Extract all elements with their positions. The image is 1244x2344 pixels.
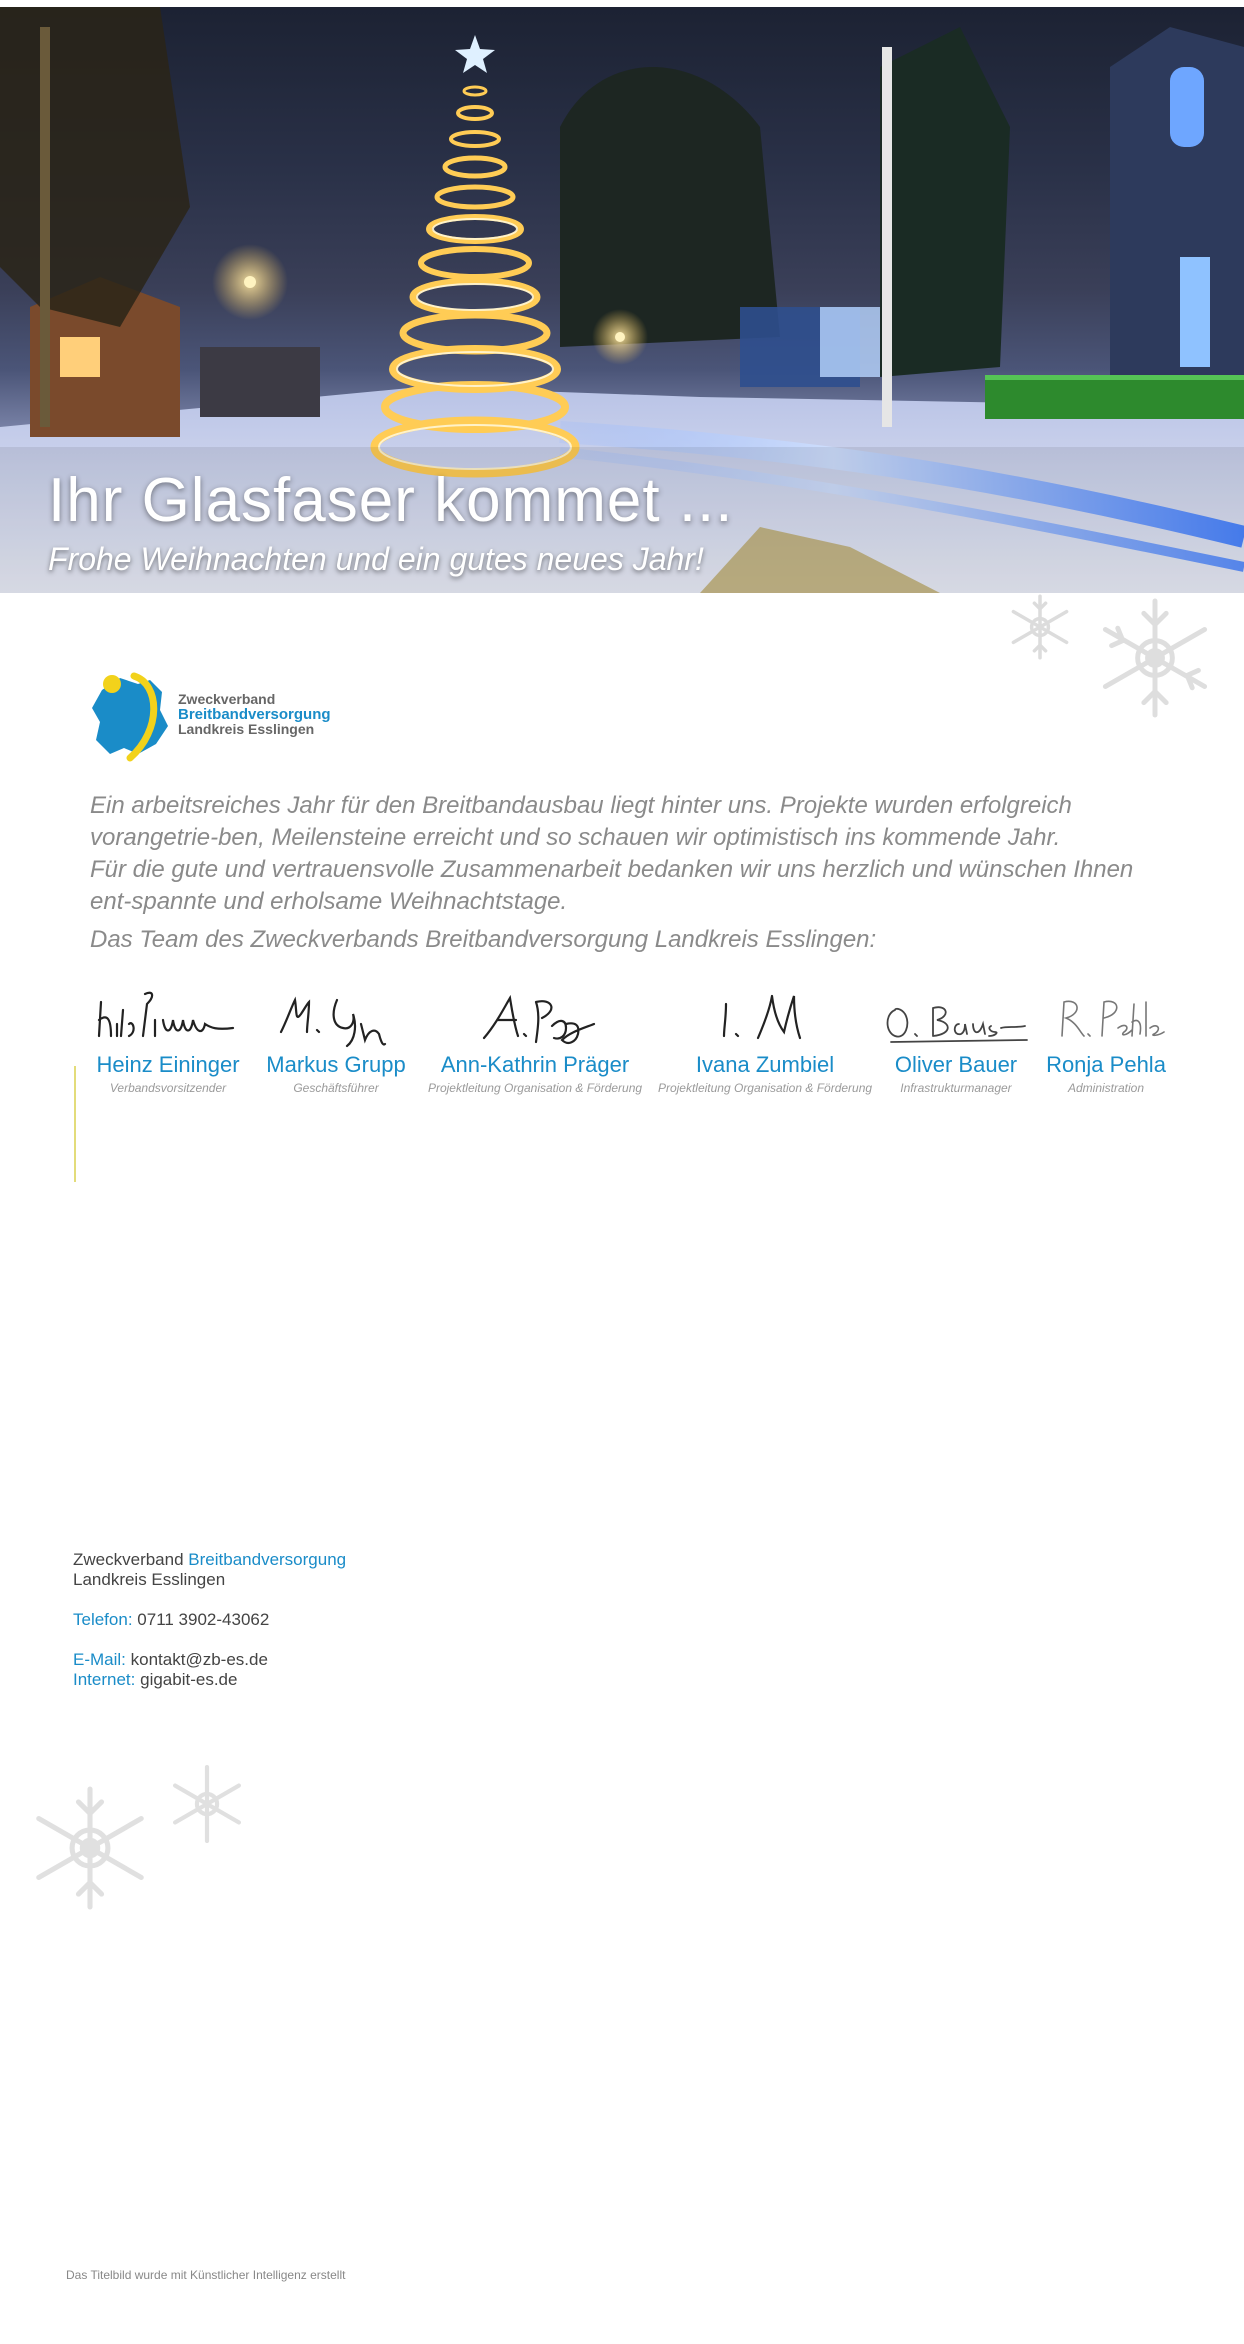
logo-line-breitbandversorgung: Breitbandversorgung: [178, 706, 331, 723]
signatory-card: [654, 984, 876, 1095]
intro-text: [90, 790, 1170, 918]
contact-block: [73, 1550, 346, 1690]
snowflake-icon: [1090, 596, 1220, 720]
snowflake-icon: [992, 592, 1088, 662]
signatory-name: Heinz Eininger: [96, 1052, 240, 1077]
email-label: E-Mail:: [73, 1650, 126, 1669]
team-line: Das Team des Zweckverbands Breitbandversorgung Landkreis Esslingen:: [90, 926, 877, 953]
logo-line-landkreis: Landkreis Esslingen: [178, 721, 315, 737]
contact-internet: [73, 1670, 346, 1690]
signatory-card: [252, 984, 420, 1095]
zweckverband-logo: [90, 670, 350, 762]
website-link[interactable]: gigabit-es.de: [140, 1670, 238, 1689]
accent-divider: [74, 1066, 76, 1182]
signature-ann-kathrin-praeger: [470, 984, 600, 1050]
signatory-role: Infrastrukturmanager: [900, 1081, 1012, 1095]
signatory-role: Projektleitung Organisation & Förderung: [657, 1081, 873, 1095]
signatory-role: Projektleitung Organisation & Förderung: [427, 1081, 643, 1095]
signature-markus-grupp: [271, 984, 401, 1050]
contact-org-line2: Landkreis Esslingen: [73, 1570, 226, 1589]
signatory-card: [1036, 984, 1176, 1095]
hero-title: Ihr Glasfaser kommet ...: [48, 466, 734, 535]
signatory-card: [82, 984, 254, 1095]
image-credit-footnote: Das Titelbild wurde mit Künstlicher Intelligenz erstellt: [66, 2268, 346, 2282]
contact-org-prefix: Zweckverband: [73, 1550, 184, 1569]
signature-oliver-bauer: [881, 984, 1031, 1050]
phone-value[interactable]: 0711 3902-43062: [137, 1610, 270, 1629]
contact-org-line: [73, 1550, 346, 1570]
signatory-name: Ronja Pehla: [1046, 1052, 1166, 1077]
signatory-name: Ann-Kathrin Präger: [440, 1052, 630, 1077]
signature-ronja-pehla: [1046, 984, 1166, 1050]
intro-paragraph: Für die gute und vertrauensvolle Zusammenarbeit bedanken wir uns herzlich und wünschen Ihnen ent-spannte und erholsame Weihnachtstage.: [90, 856, 1134, 915]
signatory-role: Geschäftsführer: [293, 1081, 379, 1095]
intro-paragraph: Ein arbeitsreiches Jahr für den Breitbandausbau liegt hinter uns. Projekte wurden erfolgreich vorangetrie-ben, Meilensteine erreicht und so schauen wir optimistisch ins kommende Jahr.: [90, 792, 1072, 851]
phone-label: Telefon:: [73, 1610, 133, 1629]
contact-phone: [73, 1610, 346, 1630]
signature-ivana-zumbiel: [710, 984, 820, 1050]
contact-org-highlight: Breitbandversorgung: [188, 1550, 347, 1569]
signatory-name: Markus Grupp: [266, 1052, 406, 1077]
signatory-name: Oliver Bauer: [894, 1052, 1018, 1077]
hero-banner: [0, 7, 1244, 593]
landkreis-map-icon: [90, 670, 176, 762]
signatory-card: [420, 984, 650, 1095]
logo-line-zweckverband: Zweckverband: [178, 691, 276, 707]
signatory-role: Administration: [1067, 1081, 1145, 1095]
email-link[interactable]: kontakt@zb-es.de: [130, 1650, 268, 1669]
hero-subtitle: Frohe Weihnachten und ein gutes neues Jahr!: [48, 541, 704, 577]
signatory-name: Ivana Zumbiel: [695, 1052, 835, 1077]
snowflake-icon: [158, 1762, 256, 1846]
signature-heinz-eininger: [93, 984, 243, 1050]
internet-label: Internet:: [73, 1670, 136, 1689]
signatory-card: [880, 984, 1032, 1095]
snowflake-icon: [24, 1784, 156, 1912]
signatory-role: Verbandsvorsitzender: [109, 1081, 227, 1095]
contact-email: [73, 1650, 346, 1670]
